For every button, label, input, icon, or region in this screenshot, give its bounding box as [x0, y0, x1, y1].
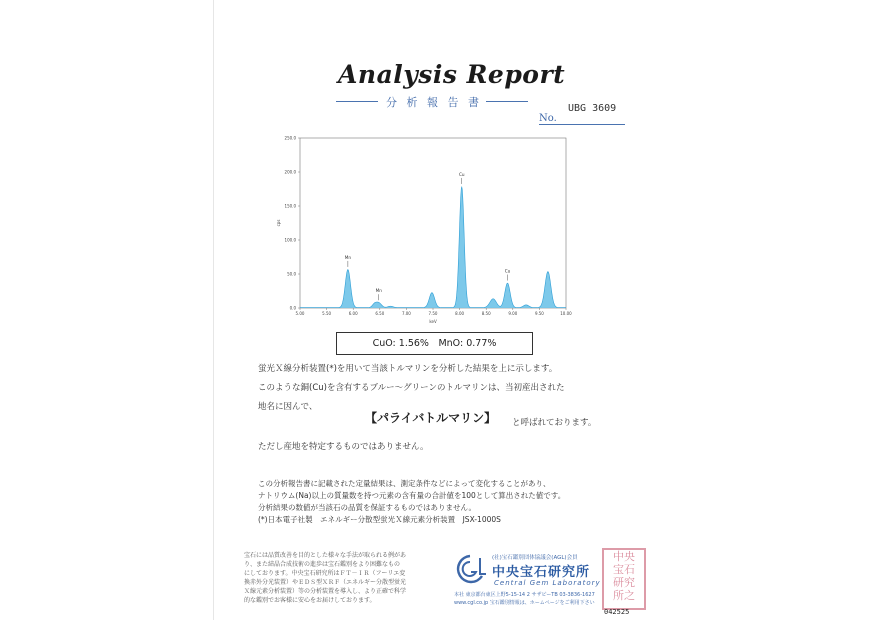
footer-line-3: にしております。中央宝石研究所はＦＴ－ＩＲ（フーリエ変 [244, 570, 406, 577]
org-name: 中央宝石研究所 [492, 565, 591, 580]
org-address: 本社 東京都台東区上野5-15-14 2 サザビーTB 03-3836-1627 [454, 592, 595, 598]
x-axis-label: keV [429, 319, 437, 324]
report-subtitle: 分 析 報 告 書 [386, 96, 482, 109]
xrf-spectrum-chart [266, 132, 586, 332]
note-line-3: 分析結果の数値が当該石の品質を保証するものではありません。 [258, 503, 476, 512]
org-website: www.cgl.co.jp 宝石鑑別情報は、ホームページをご利用下さい [454, 600, 595, 606]
x-tick-label: 8.00 [455, 311, 465, 316]
body-line-2: このような銅(Cu)を含有するブルー～グリーンのトルマリンは、当初産出された [258, 383, 565, 393]
footer-line-4: 換赤外分光装置）やＥＤＳ型ＸＲＦ（エネルギー分散型蛍光 [244, 579, 407, 586]
peak-label: Mn [344, 254, 352, 260]
y-tick-label: 100.0 [284, 237, 296, 243]
y-tick-label: 200.0 [284, 169, 296, 175]
footer-line-5: Ｘ線元素分析装置）等の分析装置を導入し、より正確で科学 [244, 588, 407, 595]
body-line-4: と呼ばれております。 [512, 418, 597, 428]
y-tick-label: 0.0 [289, 305, 296, 311]
red-seal-stamp [602, 548, 646, 610]
serial-number: 042525 [604, 608, 630, 616]
report-title: Analysis Report [338, 60, 566, 89]
seal-text-1: 中央 [613, 550, 635, 563]
subtitle-rule-left [336, 101, 378, 102]
y-axis-label: cps [276, 219, 281, 227]
seal-text-4: 所之 [613, 589, 635, 602]
y-tick-label: 50.0 [287, 271, 296, 277]
seal-text-3: 研究 [613, 576, 635, 589]
y-tick-label: 150.0 [284, 203, 296, 209]
report-number-label: No. [539, 113, 557, 124]
body-line-1: 蛍光Ｘ線分析装置(*)を用いて当該トルマリンを分析した結果を上に示します。 [258, 364, 558, 374]
note-line-4: (*)日本電子社製 エネルギー分散型蛍光Ｘ線元素分析装置 JSX-1000S [258, 515, 501, 524]
peak-label: Cu [504, 268, 511, 274]
body-line-3: 地名に因んで、 [258, 402, 318, 412]
seal-text-2: 宝石 [613, 563, 635, 576]
x-tick-label: 6.50 [375, 311, 385, 316]
stone-name: 【パライバトルマリン】 [365, 411, 497, 425]
note-line-2: ナトリウム(Na)以上の質量数を持つ元素の含有量の合計値を100として算出された値です。 [258, 491, 566, 500]
result-box: CuO: 1.56% MnO: 0.77% [336, 332, 533, 355]
x-tick-label: 5.50 [322, 311, 332, 316]
x-tick-label: 9.00 [508, 311, 518, 316]
org-name-en: Central Gem Laboratory [494, 579, 601, 587]
body-line-5: ただし産地を特定するものではありません。 [258, 442, 429, 452]
org-affiliation: (社)宝石鑑別団体協議会(AGL)会員 [492, 555, 578, 561]
subtitle-rule-right [486, 101, 528, 102]
note-line-1: この分析報告書に記載された定量結果は、測定条件などによって変化することがあり、 [258, 479, 551, 488]
x-tick-label: 7.00 [401, 311, 411, 316]
x-tick-label: 6.00 [348, 311, 358, 316]
x-tick-label: 8.50 [481, 311, 491, 316]
y-tick-label: 250.0 [284, 135, 296, 141]
peak-label: Cu [458, 171, 465, 177]
footer-line-1: 宝石には品質改善を目的とした様々な手法が取られる例があ [244, 552, 407, 559]
report-number-rule [539, 124, 625, 125]
subtitle-row [336, 94, 530, 108]
peak-label: Mn [375, 288, 382, 294]
cgl-logo-icon [452, 552, 488, 586]
x-tick-label: 5.00 [295, 311, 305, 316]
x-tick-label: 10.00 [560, 311, 572, 316]
report-number: UBG 3609 [568, 103, 617, 114]
x-tick-label: 9.50 [534, 311, 544, 316]
x-tick-label: 7.50 [428, 311, 438, 316]
footer-line-6: 的な鑑別でお客様に安心をお届けしております。 [244, 597, 376, 604]
footer-line-2: り、また結晶合成技術の進歩は宝石鑑別をより困難なもの [244, 561, 401, 568]
plot-frame [300, 138, 566, 308]
